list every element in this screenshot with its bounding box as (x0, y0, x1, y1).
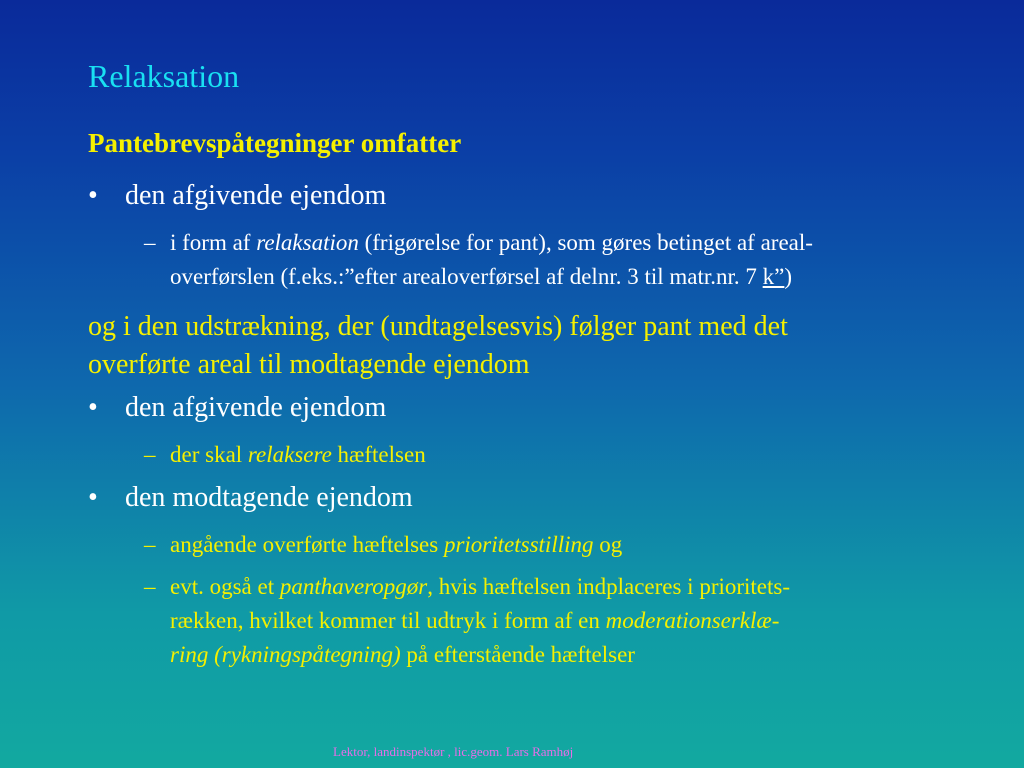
sub-item-line-2: overførslen (f.eks.:”efter arealoverførsel af delnr. 3 til matr.nr. 7 k”) (170, 264, 793, 289)
slide-footer: Lektor, landinspektør , lic.geom. Lars Ramhøj (333, 744, 574, 759)
slide-subtitle: Pantebrevspåtegninger omfatter (88, 128, 462, 158)
bullet-item-afgivende-2 (88, 392, 386, 424)
sub-item-line-2: rækken, hvilket kommer til udtryk i form af en moderationserklæ- (170, 608, 780, 633)
bullet-item-modtagende (88, 482, 413, 514)
slide-title: Relaksation (88, 58, 240, 94)
italic-term: ring (rykningspåtegning) (170, 642, 401, 667)
bullet-text: den modtagende ejendom (125, 482, 413, 513)
paragraph-line-1: og i den udstrækning, der (undtagelsesvis) følger pant med det (88, 311, 788, 342)
dash-icon: – (144, 442, 156, 467)
italic-term: prioritetsstilling (443, 532, 594, 557)
italic-term: relaksation (256, 230, 359, 255)
sub-item-line-1: i form af relaksation (frigørelse for pant), som gøres betinget af areal- (170, 230, 813, 255)
bullet-icon: • (88, 482, 98, 513)
sub-item-line-1: evt. også et panthaveropgør, hvis hæftelsen indplaceres i prioritets- (170, 574, 791, 599)
bullet-text: den afgivende ejendom (125, 392, 387, 423)
footnote-link[interactable]: k” (762, 264, 785, 289)
sub-item-line: angående overførte hæftelses prioritetsstilling og (170, 532, 623, 557)
bullet-icon: • (88, 392, 98, 423)
bullet-item-afgivende-1 (88, 180, 386, 212)
paragraph-line-2: overførte areal til modtagende ejendom (88, 349, 530, 380)
bullet-text: den afgivende ejendom (125, 180, 387, 211)
sub-item-prioritetsstilling (144, 528, 984, 562)
intro-paragraph (88, 308, 788, 384)
dash-icon: – (144, 574, 156, 599)
italic-term: panthaveropgør (279, 574, 428, 599)
dash-icon: – (144, 230, 156, 255)
sub-item-line: der skal relaksere hæftelsen (170, 442, 426, 467)
dash-icon: – (144, 532, 156, 557)
italic-term: moderationserklæ- (605, 608, 780, 633)
sub-item-relaksation (144, 226, 984, 294)
bullet-icon: • (88, 180, 98, 211)
italic-term: relaksere (247, 442, 332, 467)
sub-item-line-3: ring (rykningspåtegning) på efterstående hæftelser (170, 642, 635, 667)
sub-item-relaksere (144, 438, 984, 472)
sub-item-panthaveropgor (144, 570, 984, 672)
